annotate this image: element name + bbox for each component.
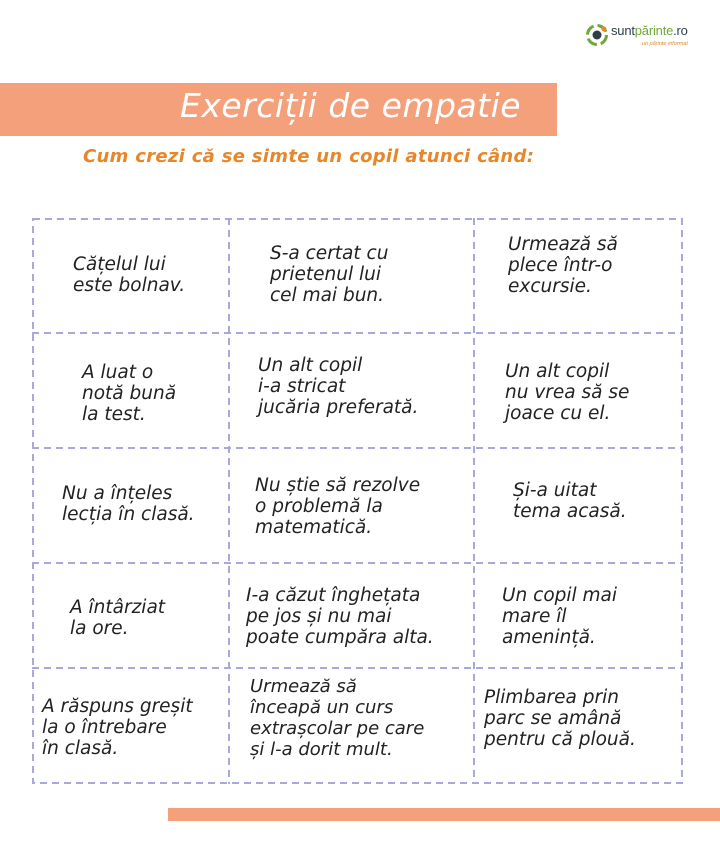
card-r3-c3: Și-a uitat tema acasă. [513,480,627,522]
page-title: Exerciții de empatie [180,86,522,125]
card-r3-c2: Nu știe să rezolve o problemă la matematică. [255,475,421,538]
card-r4-c1: A întârziat la ore. [70,597,166,639]
card-r3-c1: Nu a înțeles lecția în clasă. [62,483,195,525]
card-r2-c3: Un alt copil nu vrea să se joace cu el. [505,361,630,424]
card-r2-c2: Un alt copil i-a stricat jucăria preferată. [258,355,419,418]
card-r4-c3: Un copil mai mare îl amenință. [502,585,618,648]
logo-mark-icon [584,22,610,48]
logo-tagline: un părinte informat [642,41,688,47]
card-r5-c2: Urmează să înceapă un curs extrașcolar pe care și l-a dorit mult. [250,676,425,760]
logo-text: suntpărinte.ro [611,23,688,38]
card-r1-c1: Cățelul lui este bolnav. [73,254,186,296]
card-r2-c1: A luat o notă bună la test. [82,362,177,425]
card-r5-c3: Plimbarea prin parc se amână pentru că plouă. [484,687,636,750]
card-r5-c1: A răspuns greșit la o întrebare în clasă. [42,696,193,759]
page-subtitle: Cum crezi că se simte un copil atunci când: [83,146,535,167]
card-r1-c3: Urmează să plece într-o excursie. [508,234,618,297]
bottom-accent-bar [168,808,720,821]
site-logo [584,18,712,58]
card-r1-c2: S-a certat cu prietenul lui cel mai bun. [270,243,389,306]
card-r4-c2: I-a căzut înghețata pe jos și nu mai poate cumpăra alta. [246,585,434,648]
